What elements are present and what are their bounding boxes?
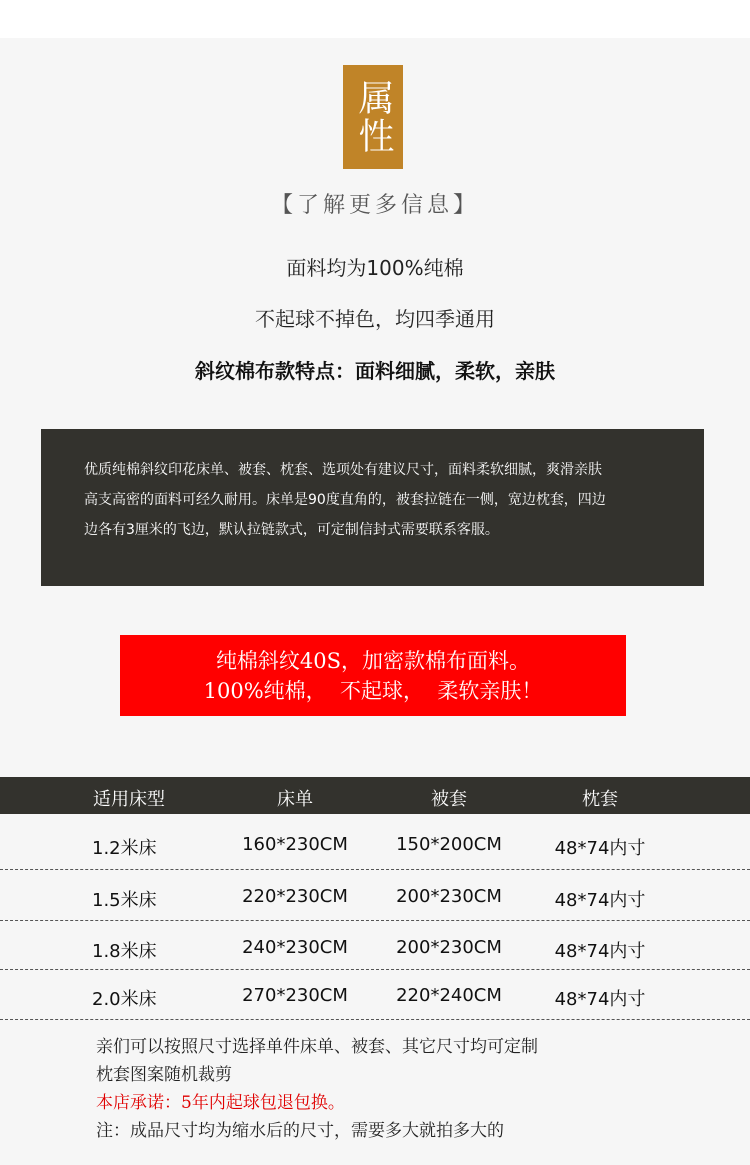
pillow-size-cell: 48*74内寸 xyxy=(554,838,646,859)
duvet-size-cell: 150*200CM xyxy=(396,834,502,855)
bed-type-cell: 1.2米床 xyxy=(92,838,157,859)
description-line: 优质纯棉斜纹印花床单、被套、枕套、选项处有建议尺寸，面料柔软细腻，爽滑亲肤 xyxy=(84,462,602,478)
table-row xyxy=(0,820,750,869)
duvet-size-cell: 220*240CM xyxy=(396,985,502,1006)
feature-line-twill: 斜纹棉布款特点：面料细腻，柔软，亲肤 xyxy=(195,359,555,383)
sheet-size-cell: 220*230CM xyxy=(242,886,348,907)
bed-type-cell: 1.5米床 xyxy=(92,890,157,911)
header-duvet-cover: 被套 xyxy=(431,789,467,810)
table-row xyxy=(0,971,750,1020)
description-line: 边各有3厘米的飞边，默认拉链款式，可定制信封式需要联系客服。 xyxy=(84,522,499,538)
note-custom-size: 亲们可以按照尺寸选择单件床单、被套、其它尺寸均可定制 xyxy=(96,1037,538,1057)
promo-banner xyxy=(120,635,626,716)
description-text xyxy=(84,455,674,545)
promo-line: 纯棉斜纹40S，加密款棉布面料。 xyxy=(215,648,531,673)
pillow-size-cell: 48*74内寸 xyxy=(554,989,646,1010)
sheet-size-cell: 240*230CM xyxy=(242,937,348,958)
header-pillowcase: 枕套 xyxy=(582,789,618,810)
feature-line-cotton: 面料均为100%纯棉 xyxy=(286,256,464,280)
promo-line: 100%纯棉， 不起球， 柔软亲肤！ xyxy=(203,678,543,703)
note-store-promise: 本店承诺：5年内起球包退包换。 xyxy=(96,1093,345,1113)
bed-type-cell: 2.0米床 xyxy=(92,989,157,1010)
note-shrink-size: 注：成品尺寸均为缩水后的尺寸，需要多大就拍多大的 xyxy=(96,1121,504,1141)
row-divider xyxy=(0,920,750,921)
row-divider xyxy=(0,869,750,870)
header-bed-type: 适用床型 xyxy=(93,789,165,810)
note-pillow-pattern: 枕套图案随机裁剪 xyxy=(96,1065,232,1085)
header-sheet: 床单 xyxy=(277,789,313,810)
top-margin xyxy=(0,0,750,38)
bed-type-cell: 1.8米床 xyxy=(92,941,157,962)
table-row xyxy=(0,923,750,972)
attribute-badge: 属性 xyxy=(343,65,403,169)
duvet-size-cell: 200*230CM xyxy=(396,886,502,907)
duvet-size-cell: 200*230CM xyxy=(396,937,502,958)
notes-section xyxy=(96,1033,716,1145)
description-panel xyxy=(41,429,704,586)
size-table-header xyxy=(0,777,750,814)
more-info-subtitle: 【了解更多信息】 xyxy=(270,193,479,218)
sheet-size-cell: 270*230CM xyxy=(242,985,348,1006)
pillow-size-cell: 48*74内寸 xyxy=(554,890,646,911)
table-row xyxy=(0,872,750,921)
feature-line-pilling: 不起球不掉色，均四季通用 xyxy=(255,307,495,331)
sheet-size-cell: 160*230CM xyxy=(242,834,348,855)
row-divider xyxy=(0,969,750,970)
row-divider xyxy=(0,1019,750,1020)
description-line: 高支高密的面料可经久耐用。床单是90度直角的，被套拉链在一侧，宽边枕套，四边 xyxy=(84,492,606,508)
pillow-size-cell: 48*74内寸 xyxy=(554,941,646,962)
